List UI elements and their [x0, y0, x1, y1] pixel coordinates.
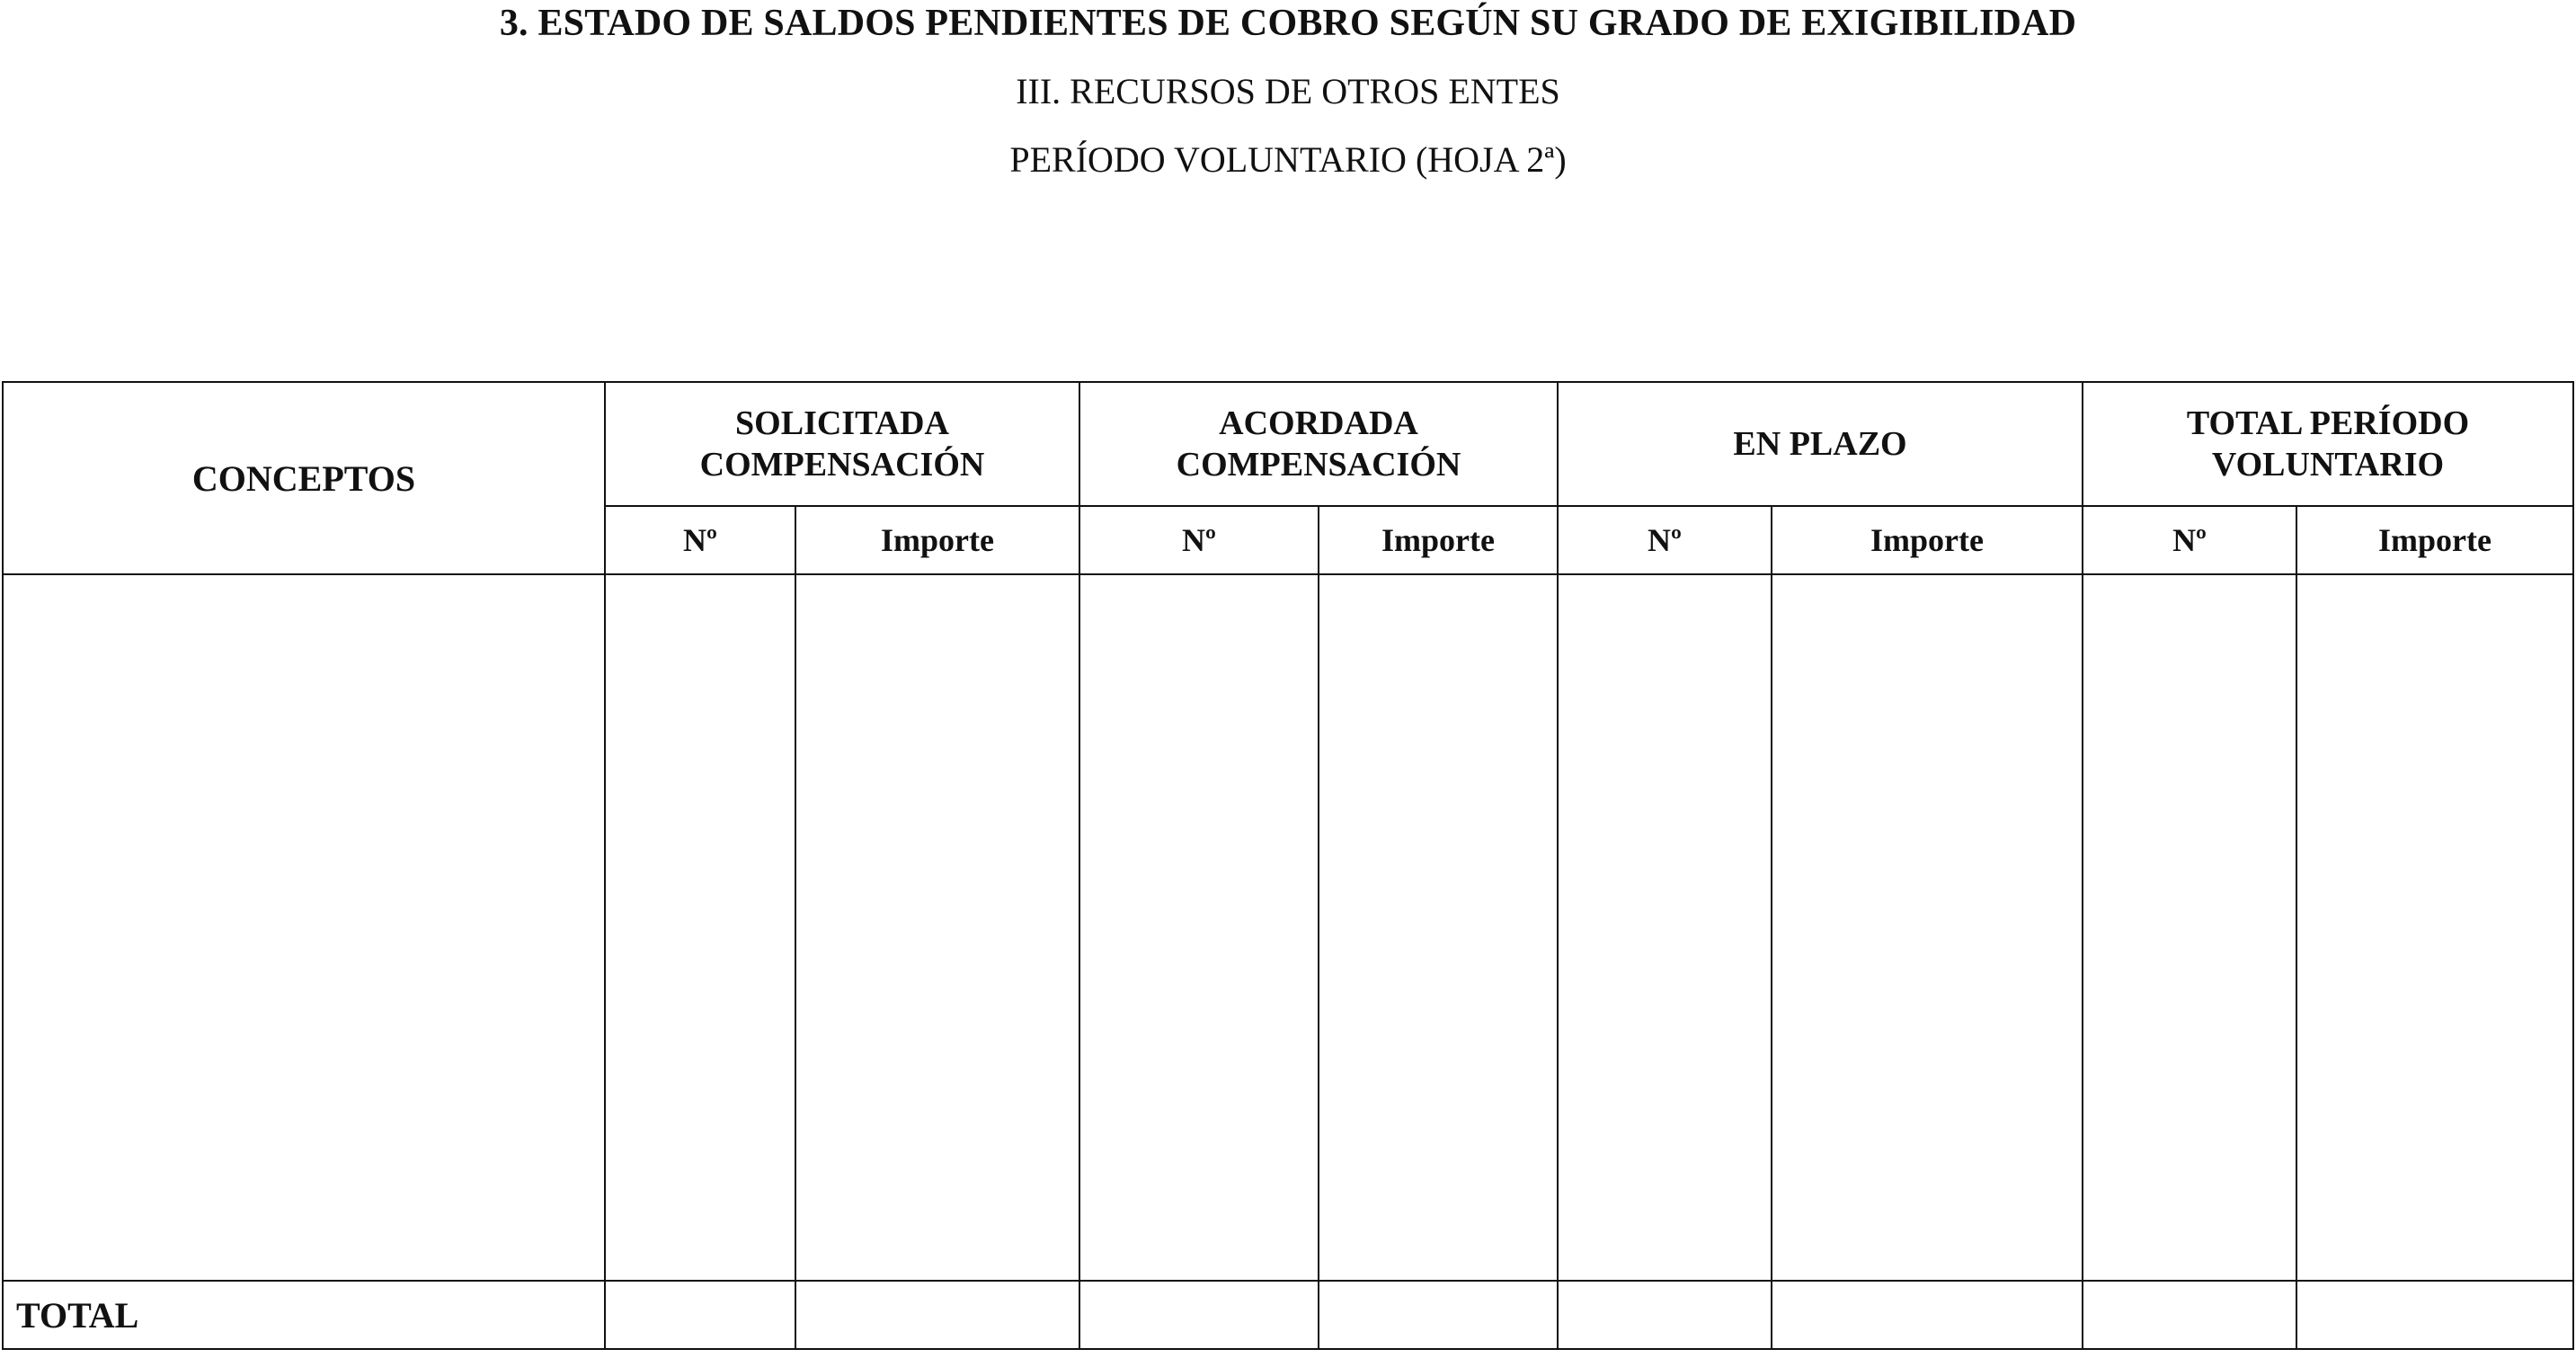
total-cell [795, 1281, 1079, 1349]
sub-header-number: Nº [2083, 506, 2296, 574]
balances-table [2, 381, 2574, 1350]
group-header-solicitada [605, 382, 1079, 506]
entry-cell [1772, 574, 2083, 1281]
group-header-acordada [1079, 382, 1558, 506]
entry-cell [795, 574, 1079, 1281]
document-section: PERÍODO VOLUNTARIO (HOJA 2ª) [1009, 139, 1567, 180]
group-header-line1: EN PLAZO [1733, 425, 1907, 463]
sub-header-amount: Importe [795, 506, 1079, 574]
entry-cell [1558, 574, 1772, 1281]
entry-cell [605, 574, 795, 1281]
sub-header-number: Nº [1558, 506, 1772, 574]
group-header-line2: VOLUNTARIO [2211, 446, 2445, 484]
sub-header-amount: Importe [1772, 506, 2083, 574]
total-cell [1772, 1281, 2083, 1349]
group-header-total-periodo [2083, 382, 2573, 506]
document-subtitle: III. RECURSOS DE OTROS ENTES [1016, 71, 1560, 111]
group-header-row [3, 382, 2573, 506]
entry-cell [2296, 574, 2573, 1281]
group-header-line2: COMPENSACIÓN [699, 446, 985, 484]
entry-cell [1319, 574, 1558, 1281]
total-cell [2083, 1281, 2296, 1349]
sub-header-amount: Importe [1319, 506, 1558, 574]
entry-area-row [3, 574, 2573, 1281]
group-header-line2: COMPENSACIÓN [1176, 446, 1461, 484]
total-cell [1319, 1281, 1558, 1349]
group-header-line1: ACORDADA [1219, 404, 1418, 442]
concepts-header: CONCEPTOS [3, 382, 605, 574]
total-cell [1079, 1281, 1319, 1349]
sub-header-number: Nº [1079, 506, 1319, 574]
document-title: 3. ESTADO DE SALDOS PENDIENTES DE COBRO SEGÚN SU GRADO DE EXIGIBILIDAD [499, 3, 2077, 44]
total-row [3, 1281, 2573, 1349]
concepts-entry-cell [3, 574, 605, 1281]
group-header-en-plazo [1558, 382, 2083, 506]
group-header-line1: SOLICITADA [735, 404, 949, 442]
sub-header-number: Nº [605, 506, 795, 574]
sub-header-amount: Importe [2296, 506, 2573, 574]
total-cell [2296, 1281, 2573, 1349]
group-header-line1: TOTAL PERÍODO [2186, 404, 2470, 442]
total-cell [605, 1281, 795, 1349]
entry-cell [2083, 574, 2296, 1281]
total-cell [1558, 1281, 1772, 1349]
entry-cell [1079, 574, 1319, 1281]
total-label: TOTAL [3, 1281, 605, 1349]
